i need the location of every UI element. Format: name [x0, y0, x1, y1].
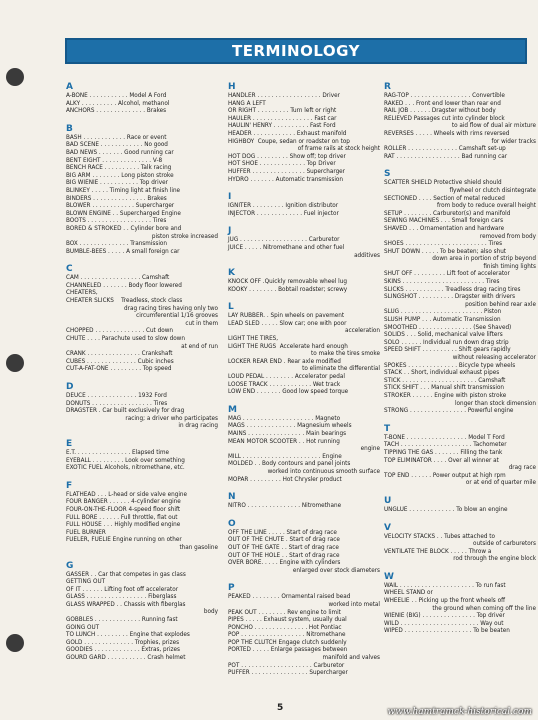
glossary-entry: HAULER . . . . . . . . . . . . . . . . . Fast car: [228, 115, 337, 122]
glossary-entry: HOT DOG . . . . . . . . . Show off; top driver: [228, 153, 346, 160]
glossary-entry: JUG . . . . . . . . . . . . . . . . . . . Carburetor: [228, 237, 340, 244]
entry-continuation: for wider tracks: [491, 138, 536, 145]
glossary-entry: WIPED . . . . . . . . . . . . . . . . . . . To be beaten: [384, 628, 510, 635]
column-middle: [228, 80, 380, 678]
glossary-entry: JUICE . . . . . Nitromethane and other fuel: [228, 244, 345, 251]
glossary-entry: PUFFER . . . . . . . . . . . . . . . . Supercharger: [228, 670, 348, 677]
glossary-entry: LIGHT THE TIRES,: [228, 336, 279, 343]
glossary-entry: OFF THE LINE . . . . . Start of drag race: [228, 529, 337, 536]
glossary-entry: BLOWER . . . . . . . . . . . . Supercharger: [66, 203, 175, 210]
glossary-entry: HIGHBOY Coupe, sedan or roadster on top: [228, 138, 350, 145]
glossary-entry: FOUR BANGER . . . . . . 4-cylinder engine: [66, 499, 181, 506]
section-letter: N: [228, 492, 236, 503]
glossary-entry: BENCH RACE . . . . . . . . . . Talk racing: [66, 165, 172, 172]
glossary-entry: MOLDED . . Body contours and panel joints: [228, 461, 351, 468]
entry-continuation: rod through the engine block: [453, 556, 536, 563]
glossary-entry: SECTIONED . . . . Section of metal reduced: [384, 195, 505, 202]
glossary-entry: GOING OUT: [66, 624, 100, 631]
glossary-entry: HEADER . . . . . . . . . . . . Exhaust manifold: [228, 130, 347, 137]
glossary-entry: FLATHEAD . . . L-head or side valve engine: [66, 491, 188, 498]
glossary-entry: PEAKED . . . . . . . . Ornamental raised bead: [228, 594, 351, 601]
glossary-entry: INJECTOR . . . . . . . . . . . . . Fuel injector: [228, 210, 339, 217]
glossary-entry: SPOKES . . . . . . . . . . . . . . Bicycle type wheels: [384, 362, 516, 369]
glossary-entry: KNOCK OFF .Quickly removable wheel lug: [228, 279, 347, 286]
glossary-entry: SHOES . . . . . . . . . . . . . . . . . . . . . . . Tires: [384, 241, 503, 248]
glossary-entry: HOT SHOE . . . . . . . . . . . . . Top Driver: [228, 161, 336, 168]
glossary-entry: MAINS . . . . . . . . . . . . . . . . Main bearings: [228, 431, 347, 437]
section-letter: U: [384, 495, 392, 506]
glossary-entry: WHEEL STAND or: [384, 590, 433, 597]
glossary-entry: CHANNELED . . . . . . . Body floor lowered: [66, 282, 182, 289]
page-title: TERMINOLOGY: [232, 42, 360, 60]
glossary-entry: LIGHT THE RUGS Accelerate hard enough: [228, 343, 348, 350]
glossary-entry: TO LUNCH . . . . . . . . . Engine that explodes: [66, 632, 190, 639]
glossary-entry: BIG ARM . . . . . . . . Long piston stroke: [66, 172, 174, 179]
glossary-entry: ROLLER . . . . . . . . . . . . . . Camshaft set-up: [384, 146, 506, 153]
glossary-entry: SOLIDS . . . Solid, mechanical valve lifters: [384, 332, 503, 339]
glossary-entry: NITRO . . . . . . . . . . . . . . . Nitromethane: [228, 503, 342, 510]
binder-hole-top: [6, 68, 24, 86]
section-letter: H: [228, 82, 236, 92]
glossary-entry: CHUTE . . . . Parachute used to slow down: [66, 336, 185, 343]
glossary-entry: BASH . . . . . . . . . . . . Race or event: [66, 134, 167, 141]
entry-continuation: to make the tires smoke: [311, 351, 380, 358]
entry-continuation: cut in them: [185, 320, 218, 327]
section-letter: R: [384, 82, 391, 92]
glossary-entry: FULL BORE . . . . . . Full throttle, flat out: [66, 514, 178, 521]
glossary-entry: OUT OF THE HOLE . . Start of drag race: [228, 552, 340, 559]
section-letter: L: [228, 302, 234, 313]
entry-continuation: body: [203, 609, 218, 616]
glossary-entry: GLASS . . . . . . . . . . . . . . . . . Fiberglass: [66, 594, 177, 601]
glossary-entry: TOP END . . . . . . Power output at high rpm: [384, 472, 506, 479]
glossary-entry: PONCHO . . . . . . . . . . . . . . . Hot Pontiac: [228, 624, 342, 631]
entry-continuation: from body to reduce overall height: [436, 203, 536, 210]
glossary-entry: FULL HOUSE . . . Highly modified engine: [66, 522, 181, 529]
page-number: 5: [277, 703, 284, 713]
glossary-entry: EYEBALL . . . . . . . . . Look over something: [66, 457, 185, 464]
glossary-entry: REVERSES . . . . . Wheels with rims reversed: [384, 130, 510, 137]
glossary-entry: HANG A LEFT: [228, 100, 266, 107]
entry-continuation: finish timing lights: [483, 263, 536, 270]
entry-continuation: racing; a driver who participates: [125, 415, 218, 422]
glossary-entry: GLASS WRAPPED . . Chassis with fiberglas: [66, 601, 186, 608]
glossary-entry: E.T. . . . . . . . . . . . . . . . Elapsed time: [66, 449, 170, 456]
glossary-entry: SETUP . . . . . . . . Carburetor(s) and manifold: [384, 210, 511, 217]
glossary-entry: SHAVED . . . Ornamentation and hardware: [384, 225, 505, 232]
glossary-entry: ANCHORS . . . . . . . . . . . . . . Brakes: [66, 108, 167, 115]
section-letter: T: [384, 423, 391, 434]
glossary-entry: SHUT DOWN . . . . . To be beaten; also shut: [384, 248, 507, 255]
section-letter: F: [66, 480, 73, 491]
section-letter: J: [228, 226, 232, 237]
section-letter: I: [228, 192, 232, 203]
entry-continuation: than gasoline: [179, 544, 218, 551]
glossary-entry: BAD SCENE . . . . . . . . . . . . No good: [66, 142, 168, 149]
glossary-entry: STRONG . . . . . . . . . . . . . . . . Powerful engine: [384, 408, 514, 415]
glossary-entry: GOLD . . . . . . . . . . . . . . Trophies, prizes: [66, 639, 180, 646]
glossary-entry: BOOTS . . . . . . . . . . . . . . . . . . Tires: [66, 218, 167, 225]
glossary-entry: GOBBLES . . . . . . . . . . . . . Running fast: [66, 617, 178, 624]
entry-continuation: outside of carburetors: [473, 541, 536, 548]
glossary-entry: MEAN MOTOR SCOOTER . . Hot running: [228, 438, 340, 445]
entry-continuation: engine: [360, 446, 380, 453]
binder-hole-middle: [6, 354, 24, 372]
glossary-entry: POP THE CLUTCH Engage clutch suddenly: [228, 639, 347, 646]
glossary-entry: LEAD SLED . . . . . Slow car; one with poor: [228, 320, 347, 327]
glossary-entry: LOCKER REAR END . Rear axle modified: [228, 358, 341, 365]
section-letter: S: [384, 169, 391, 180]
entry-continuation: removed from body: [479, 233, 536, 240]
column-right: [384, 80, 536, 636]
glossary-entry: STROKER . . . . . . Engine with piston stroke: [384, 392, 507, 399]
binder-hole-bottom: [6, 634, 24, 652]
entry-continuation: to eliminate the differential: [302, 366, 380, 373]
glossary-entry: WAIL . . . . . . . . . . . . . . . . . . . . . To run fast: [384, 582, 506, 589]
glossary-entry: OUT OF THE GATE . . Start of drag race: [228, 544, 339, 551]
glossary-entry: POP . . . . . . . . . . . . . . . . . . Nitromethane: [228, 632, 346, 639]
glossary-entry: FOUR-ON-THE-FLOOR 4-speed floor shift: [66, 506, 181, 513]
glossary-entry: STICK . . . . . . . . . . . . . . . . . . . . . Camshaft: [384, 377, 506, 384]
glossary-entry: MOPAR . . . . . . . . . Hot Chrysler product: [228, 476, 342, 483]
glossary-entry: CHOPPED . . . . . . . . . . . . . . Cut down: [66, 328, 173, 335]
glossary-entry: RAIL JOB . . . . . . Dragster without body: [384, 108, 496, 115]
glossary-entry: FUEL BURNER: [66, 529, 106, 536]
glossary-entry: OUT OF THE CHUTE . Start of drag race: [228, 537, 340, 544]
glossary-entry: SHUT OFF . . . . . . . . . Lift foot of accelerator: [384, 271, 510, 278]
entry-continuation: at end of run: [181, 343, 218, 350]
glossary-entry: SMOOTHED . . . . . . . . . . . . . . . (See Shaved): [384, 324, 512, 331]
glossary-entry: BLOWN ENGINE . . Supercharged Engine: [66, 210, 181, 217]
glossary-entry: PORTED . . . . . Enlarge passages between: [228, 647, 348, 654]
glossary-entry: GOODIES . . . . . . . . . . . . . Extras, prizes: [66, 647, 181, 654]
glossary-entry: RAKED . . . Front end lower than rear end: [384, 100, 501, 107]
glossary-entry: RELIEVED Passages cut into cylinder block: [384, 115, 505, 122]
entry-continuation: position behind rear axle: [465, 301, 536, 308]
glossary-entry: LOUD PEDAL . . . . . . . . Accelerator pedal: [228, 374, 345, 381]
entry-continuation: worked into continuous smooth surface: [267, 468, 380, 475]
glossary-entry: HYDRO . . . . . . . Automatic transmission: [228, 176, 343, 183]
glossary-entry: DRAGSTER . Car built exclusively for drag: [66, 408, 185, 415]
glossary-entry: PIPES . . . . . Exhaust system, usually dual: [228, 617, 347, 624]
glossary-entry: GASSER . . Car that competes in gas class: [66, 571, 186, 578]
glossary-entry: BORED & STROKED . . Cylinder bore and: [66, 225, 182, 232]
glossary-entry: TIPPING THE GAS . . . . . . . Filling the tank: [384, 449, 503, 456]
glossary-entry: EXOTIC FUEL Alcohols, nitromethane, etc.: [66, 465, 185, 472]
glossary-entry: FUELER, FUELIE Engine running on other: [66, 537, 182, 544]
entry-continuation: additives: [354, 252, 380, 259]
section-letter: D: [66, 382, 74, 392]
glossary-entry: BOX . . . . . . . . . . . . . . Transmission: [66, 241, 167, 248]
glossary-entry: VELOCITY STACKS . . Tubes attached to: [384, 533, 495, 540]
glossary-entry: MAG . . . . . . . . . . . . . . . . . . . . Magneto: [228, 415, 341, 422]
glossary-entry: PEAK OUT . . . . . . . . Rev engine to limit: [228, 609, 341, 616]
glossary-entry: SLUG . . . . . . . . . . . . . . . . . . . . . . . Piston: [384, 309, 502, 316]
section-letter: G: [66, 560, 74, 571]
entry-continuation: piston stroke increased: [151, 233, 218, 240]
glossary-entry: MAGS . . . . . . . . . . . . . . Magnesium wheels: [228, 423, 352, 430]
glossary-entry: SOLO . . . . . . Individual run down drag strip: [384, 339, 509, 346]
glossary-entry: STICK SHIFT . . . Manual shift transmission: [384, 385, 505, 392]
entry-continuation: drag racing tires having only two: [124, 305, 218, 312]
glossary-entry: OR RIGHT . . . . . . . . . Turn left or right: [228, 108, 337, 115]
glossary-entry: SLICKS . . . . . . . . . . . Treadless drag racing tires: [384, 286, 521, 293]
entry-continuation: longer than stock dimension: [454, 400, 536, 407]
glossary-entry: GETTING OUT: [66, 579, 106, 586]
glossary-entry: POT . . . . . . . . . . . . . . . . . . . . Carburetor: [228, 662, 345, 669]
section-letter: V: [384, 522, 391, 533]
entry-continuation: enlarged over stock diameters: [292, 567, 380, 574]
glossary-entry: VENTILATE THE BLOCK . . . . . Throw a: [384, 548, 492, 555]
glossary-entry: TACH . . . . . . . . . . . . . . . . . . . . Tachometer: [384, 442, 507, 449]
glossary-entry: ALKY . . . . . . . . . . Alcohol, methanol: [66, 100, 170, 107]
glossary-entry: SPEED SHIFT . . . . . . . . . . Shift gears rapidly: [384, 347, 511, 354]
glossary-entry: BLINKEY . . . . . Timing light at finish line: [66, 187, 181, 194]
glossary-entry: CHEATERS,: [66, 290, 98, 297]
section-letter: K: [228, 268, 235, 279]
glossary-entry: SLINGSHOT . . . . . . . . . . Dragster with drivers: [384, 294, 516, 301]
section-letter: C: [66, 264, 73, 275]
glossary-entry: UNGLUE . . . . . . . . . . . . . To blow an engine: [384, 506, 508, 513]
title-banner: [65, 38, 527, 64]
glossary-entry: BIG WIENIE . . . . . . . . . . . Top driver: [66, 180, 168, 187]
entry-continuation: worked into metal: [328, 601, 380, 608]
glossary-entry: OF IT . . . . . . Lifting foot off accelerator: [66, 586, 179, 593]
glossary-entry: BAD NEWS . . . . . . . Good running car: [66, 149, 174, 156]
glossary-entry: CHEATER SLICKS Treadless, stock class: [66, 298, 183, 305]
watermark: www.hamtramck-historical.com: [387, 707, 532, 717]
entry-continuation: the ground when coming off the line: [432, 605, 536, 612]
section-letter: E: [66, 438, 73, 449]
glossary-entry: LAY RUBBER. . Spin wheels on pavement: [228, 313, 345, 320]
entry-continuation: without releasing accelerator: [452, 355, 536, 361]
glossary-entry: HUFFER . . . . . . . . . . . . . . . Supercharger: [228, 168, 346, 175]
section-letter: M: [228, 404, 237, 415]
glossary-entry: GOURD GARD . . . . . . . . . . . Crash helmet: [66, 655, 186, 662]
glossary-entry: CAM . . . . . . . . . . . . . . . . . Camshaft: [66, 275, 170, 282]
glossary-entry: SCATTER SHIELD Protective shield should: [384, 180, 502, 187]
section-letter: P: [228, 583, 235, 594]
glossary-entry: RAG-TOP . . . . . . . . . . . . . . . . . Convertible: [384, 93, 505, 99]
glossary-entry: DEUCE . . . . . . . . . . . . . . 1932 Ford: [66, 393, 167, 399]
entry-continuation: manifold and valves: [322, 655, 380, 662]
glossary-entry: BENT EIGHT . . . . . . . . . . . . . . V-8: [66, 157, 163, 164]
section-letter: O: [228, 518, 236, 529]
glossary-entry: RAT . . . . . . . . . . . . . . . . . . Bad running car: [384, 153, 508, 160]
entry-continuation: down area in portion of strip beyond: [432, 256, 536, 263]
entry-continuation: to aid flow of dual air mixture: [451, 123, 536, 130]
entry-continuation: of frame rails at stock height: [297, 146, 380, 153]
glossary-entry: CUT-A-FAT-ONE . . . . . . . . . Top speed: [66, 366, 172, 373]
glossary-entry: LOW END . . . . . . . Good low speed torque: [228, 389, 349, 396]
glossary-entry: CUBES . . . . . . . . . . . . . . Cubic inches: [66, 358, 174, 365]
entry-continuation: circumferential 1/16 grooves: [136, 313, 218, 320]
glossary-entry: SLUSH PUMP . . . Automatic Transmission: [384, 317, 501, 324]
glossary-entry: STACK . . Short, individual exhaust pipes: [384, 370, 500, 377]
glossary-entry: KOOKY . . . . . . . . Bobtail roadster; screwy: [228, 286, 348, 293]
entry-continuation: or at end of quarter mile: [465, 480, 536, 487]
glossary-entry: T-BONE . . . . . . . . . . . . . . . . . Model T Ford: [384, 434, 505, 441]
glossary-entry: CRANK . . . . . . . . . . . . . . . Crankshaft: [66, 351, 173, 358]
glossary-entry: A-BONE . . . . . . . . . . . Model A Ford: [66, 93, 167, 99]
section-letter: B: [66, 123, 73, 134]
glossary-entry: OVER BORE. . . . . Engine with cylinders: [228, 560, 341, 567]
entry-continuation: acceleration: [344, 328, 380, 335]
glossary-entry: HANDLER . . . . . . . . . . . . . . . . . . Driver: [228, 93, 340, 99]
glossary-entry: LOOSE TRACK . . . . . . . . . . . . Wet track: [228, 381, 341, 388]
column-left: [66, 80, 218, 663]
glossary-entry: BINDERS . . . . . . . . . . . . . . . Brakes: [66, 195, 167, 202]
glossary-entry: HAULIN' HENRY . . . . . . . . . . Fast Ford: [228, 123, 336, 130]
entry-continuation: in drag racing: [178, 423, 218, 430]
glossary-entry: IGNITER . . . . . . . . . Ignition distributor: [228, 203, 339, 210]
glossary-entry: TOP ELIMINATOR . . . . Over all winner at: [384, 457, 499, 464]
section-letter: W: [384, 571, 394, 582]
glossary-entry: DONUTS . . . . . . . . . . . . . . . . . Tires: [66, 400, 168, 407]
glossary-entry: BUMBLE-BEES . . . . . A small foreign car: [66, 248, 180, 255]
glossary-entry: WHEELIE . . Picking up the front wheels off: [384, 598, 505, 605]
glossary-entry: SKINS . . . . . . . . . . . . . . . . . . . . . . . Tires: [384, 279, 500, 286]
glossary-entry: WIENIE (BIG) . . . . . . . . . . . . . . . Top driver: [384, 613, 505, 620]
glossary-entry: SEWING MACHINES . . . Small foreign cars: [384, 218, 504, 225]
glossary-entry: WILD . . . . . . . . . . . . . . . . . . . . . . Way out: [384, 620, 504, 627]
glossary-entry: MILL . . . . . . . . . . . . . . . . . . . . . . Engine: [228, 453, 342, 460]
section-letter: A: [66, 82, 73, 92]
entry-continuation: flywheel or clutch disintegrate: [449, 187, 536, 194]
entry-continuation: drag race: [508, 465, 536, 472]
